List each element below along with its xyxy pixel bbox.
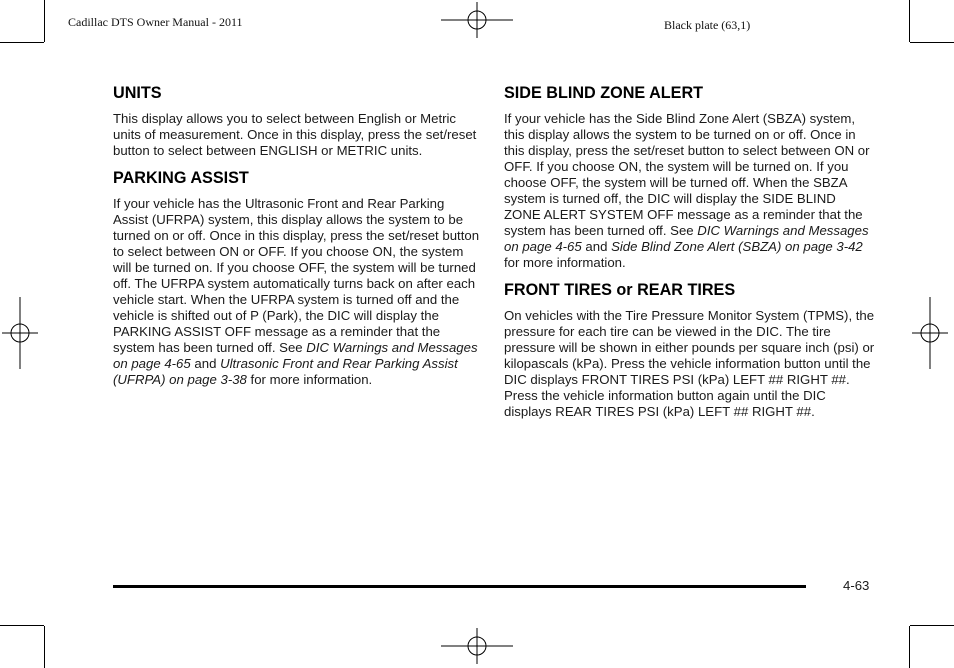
units-section bbox=[113, 82, 481, 159]
right-column bbox=[504, 82, 876, 427]
page-number: 4-63 bbox=[843, 578, 870, 593]
registration-mark-left bbox=[2, 297, 38, 369]
crop-mark-bottom-right-v bbox=[909, 626, 910, 668]
front-rear-tires-section bbox=[504, 279, 876, 420]
front-rear-tires-heading: FRONT TIRES or REAR TIRES bbox=[504, 281, 736, 299]
dic-warnings-reference-link[interactable]: DIC Warnings and Messages on page 4-65 bbox=[504, 223, 869, 254]
side-blind-zone-heading: SIDE BLIND ZONE ALERT bbox=[504, 84, 704, 102]
registration-mark-bottom bbox=[441, 628, 513, 664]
crop-mark-top-right-v bbox=[909, 0, 910, 42]
crop-mark-bottom-left-h bbox=[0, 625, 44, 626]
running-header-right: Black plate (63,1) bbox=[664, 18, 751, 32]
crop-mark-top-left-h bbox=[0, 42, 44, 43]
crop-mark-top-left-v bbox=[44, 0, 45, 42]
parking-assist-section bbox=[113, 167, 481, 388]
registration-mark-top bbox=[441, 2, 513, 38]
units-heading: UNITS bbox=[113, 84, 162, 102]
registration-mark-right bbox=[912, 297, 948, 369]
parking-assist-heading: PARKING ASSIST bbox=[113, 169, 249, 187]
parking-assist-body bbox=[113, 196, 481, 388]
conjunction-text: and bbox=[190, 356, 221, 371]
ufrpa-reference-link[interactable]: Ultrasonic Front and Rear Parking Assist (UFRPA) on page 3-38 bbox=[113, 356, 458, 387]
closing-text: for more information. bbox=[246, 372, 373, 387]
crop-mark-top-right-h bbox=[910, 42, 954, 43]
front-rear-tires-body: On vehicles with the Tire Pressure Monitor System (TPMS), the pressure for each tire can be viewed in the DIC. The tire pressure will be shown in either pounds per square inch (psi) or kilopascals (kPa). Press the vehicle information button until the DIC displays FRONT TIRES PSI (kPa) LEFT ## RIGHT ##. Press the vehicle information button again until the DIC displays REAR TIRES PSI (kPa) LEFT ## RIGHT ##. bbox=[504, 308, 875, 419]
parking-assist-text: If your vehicle has the Ultrasonic Front and Rear Parking Assist (UFRPA) system, this display allows the system to be turned on or off. Once in this display, press the set/reset button to select between ON or OFF. If you choose ON, the system will be turned on. If you choose OFF, the system will be turned off. The UFRPA system automatically turns back on after each vehicle start. When the UFRPA system is turned off and the vehicle is shifted out of P (Park), the DIC will display the PARKING ASSIST OFF message as a reminder that the system has been turned off. See bbox=[113, 196, 480, 355]
side-blind-zone-body bbox=[504, 111, 876, 271]
left-column bbox=[113, 82, 481, 395]
running-header-left: Cadillac DTS Owner Manual - 2011 bbox=[68, 15, 243, 29]
sbza-reference-link[interactable]: Side Blind Zone Alert (SBZA) on page 3-42 bbox=[611, 239, 863, 254]
side-blind-zone-text: If your vehicle has the Side Blind Zone Alert (SBZA) system, this display allows the system to be turned on or off. Once in this display, press the set/reset button to select between ON or OFF. If you choose ON, the system will be turned on. If you choose OFF, the system will be turned off. When the SBZA system is turned off, the DIC will display the SIDE BLIND ZONE ALERT SYSTEM OFF message as a reminder that the system has been turned off. See bbox=[504, 111, 870, 238]
units-body: This display allows you to select between English or Metric units of measurement. Once in this display, press the set/reset button to select between ENGLISH or METRIC units. bbox=[113, 111, 477, 158]
footer-rule bbox=[113, 585, 806, 588]
dic-warnings-reference-link[interactable]: DIC Warnings and Messages on page 4-65 bbox=[113, 340, 478, 371]
conjunction-text: and bbox=[581, 239, 612, 254]
closing-text: for more information. bbox=[504, 255, 626, 270]
side-blind-zone-section bbox=[504, 82, 876, 271]
crop-mark-bottom-left-v bbox=[44, 626, 45, 668]
crop-mark-bottom-right-h bbox=[910, 625, 954, 626]
